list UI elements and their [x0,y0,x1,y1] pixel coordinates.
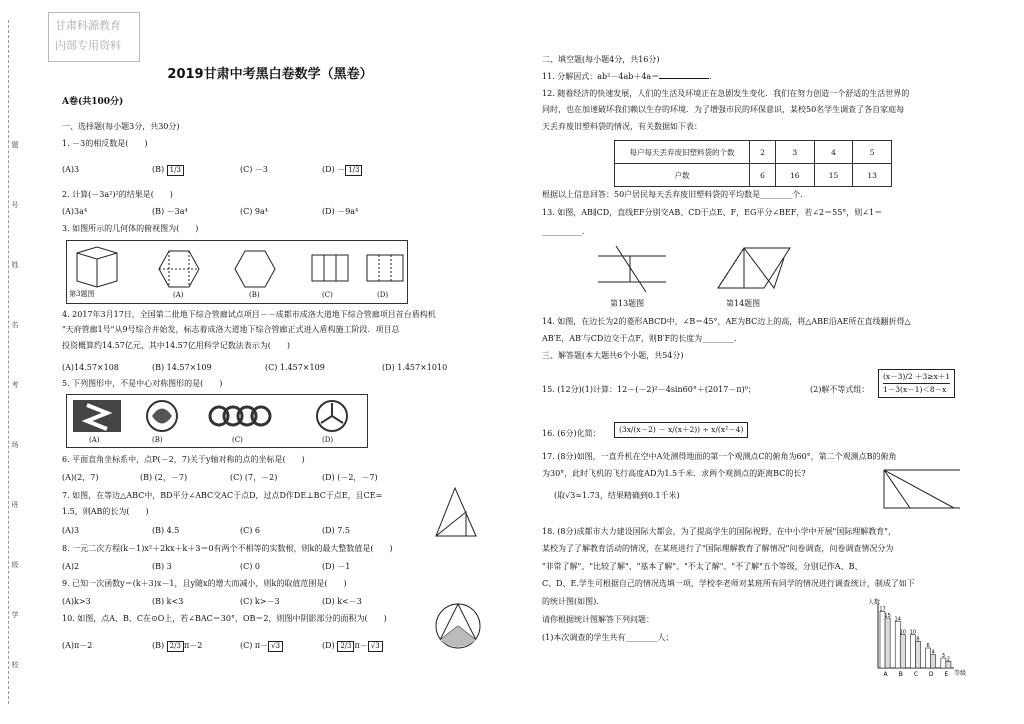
q18-line7: (1)本次调查的学生共有________人； [542,633,674,642]
chart-category-label: C [913,671,919,678]
q12-line1: 12. 随着经济的快速发展，人们的生活及环境正在急剧发生变化．我们在努力创造一个舒适的生活世界的 [542,89,910,98]
table-header-cell: 每户每天丢弃废旧塑料袋的个数 [615,141,750,164]
q3-figure [66,240,408,304]
q13-stem: 13. 如图，AB∥CD，直线EF分别交AB、CD于点E、F，EG平分∠BEF，若∠2＝55°，则∠1＝ [542,208,883,217]
q8-option-d: (D) －1 [322,562,351,571]
q3-label-a: (A) [173,291,184,299]
stamp-line: 甘肃科源教育 [55,19,121,32]
q3-stem: 3. 如图所示的几何体的俯视图为( ) [62,224,199,233]
q15-inequality-system [878,369,955,398]
q10-option-b-label: (B) [152,641,165,650]
q7-line2: 1.5，则AB的长为( ) [62,507,149,516]
q10-option-a: (A)π－2 [62,641,93,650]
q8-option-b: (B) 3 [152,562,172,571]
q5-figure [66,394,368,448]
chart-category-label: E [944,671,949,678]
binding-gutter [0,0,30,724]
q12-line2: 同时，也在加速破坏我们赖以生存的环境．为了增强市民的环保意识，某校50名学生调查了各自家庭每 [542,105,905,114]
q1-option-d-fraction: 1/3 [345,165,362,176]
q10-option-d [322,640,383,652]
q8-stem: 8. 一元二次方程(k－1)x²＋2kx＋k＋3＝0有两个不相等的实数根，则k的最大整数值是( ) [62,544,393,553]
q1-option-c: (C) －3 [240,165,268,174]
chart-bar [900,635,905,668]
q17-line3: (取√3≈1.73，结果精确到0.1千米) [554,491,680,500]
q15-part2: (2)解不等式组： [810,385,870,394]
q3-figure-svg [67,241,407,303]
q18-line5: 的统计图(如图)． [542,597,605,606]
gutter-label: 名 [11,321,19,329]
q18-bar-chart [862,596,968,682]
q7-option-c: (C) 6 [240,526,260,535]
part-a-heading: A卷(共100分) [62,97,124,107]
q8-option-c: (C) 0 [240,562,260,571]
chart-data-label: 10 [899,629,906,636]
q13-figure [596,244,668,294]
q3-label-c: (C) [322,291,333,299]
q17-line1: 17. (8分)如图，一直升机在空中A处测得地面的第一个观测点C的俯角为60°，第二个观测点B的俯角 [542,452,897,461]
gutter-label: 号 [11,201,19,209]
table-cell: 15 [814,164,853,187]
gutter-label: 姓 [11,261,19,269]
chart-x-label: 等级 [954,670,967,677]
q5-label-d: (D) [322,436,334,444]
chart-data-label: 17 [879,606,886,613]
q10-stem: 10. 如图，点A、B、C在⊙O上，若∠BAC＝30°，OB＝2，则图中阴影部分的面积为( ) [62,614,387,623]
chart-bar [895,621,900,668]
q14-figure [712,244,794,294]
q9-option-b: (B) k<3 [152,597,184,606]
chart-bar [931,655,936,668]
hexagon-a-lines [159,251,199,287]
q7-triangle-figure [430,484,480,542]
q10-option-b-fraction: 2/3 [167,641,184,652]
q7-triangle-lines [436,488,476,536]
q13-blank: __________． [542,227,590,236]
q7-option-b: (B) 4.5 [152,526,180,535]
prism-solid [77,247,117,287]
chart-bar [941,658,946,668]
q12-tail: 根据以上信息回答：50户居民每天丢弃废旧塑料袋的平均数是________个． [542,190,809,199]
logo-b-mark [152,409,172,424]
q1-option-b [152,164,184,176]
chart-y-label: 人数 [868,599,881,606]
q1-option-b-label: (B) [152,165,165,174]
q10-option-c-radical: √3 [268,641,283,652]
gutter-label: 级 [11,561,19,569]
q4-line1: 4. 2017年3月17日，全国第二批地下综合管廊试点项目－－成都市成洛大道地下综合管廊项目首台盾构机 [62,310,436,319]
table-cell: 6 [750,164,776,187]
table-row [615,164,892,187]
q14-rhombus [718,248,790,288]
q10-option-d-radical: √3 [368,641,383,652]
gutter-label: 校 [11,661,19,669]
q2-option-a: (A)3a⁴ [62,207,88,216]
chart-data-label: 2 [946,656,950,663]
q6-stem: 6. 平面直角坐标系中，点P(－2，7)关于y轴对称的点的坐标是( ) [62,455,305,464]
q4-line2: "天府管廊1号"从9号综合井始发，标志着成洛大道地下综合管廊正式进入盾构施工阶段．项目总 [62,325,400,334]
gutter-label: 考 [11,381,19,389]
q6-option-c: (C) (7，－2) [230,473,278,482]
q1-option-d [322,164,362,176]
table-cell: 4 [814,141,853,164]
q11-answer-blank [659,78,709,79]
q7-option-d: (D) 7.5 [322,526,350,535]
q2-option-d: (D) －9a⁴ [322,207,359,216]
chart-data-label: 15 [884,613,891,619]
q4-option-d: (D) 1.457×1010 [382,363,448,372]
q4-line3: 投资概算约14.57亿元，其中14.57亿用科学记数法表示为( ) [62,341,291,350]
q15-part1: 15. (12分)(1)计算：12－(－2)²－4sin60°＋(2017－π)⁰； [542,385,756,394]
table-row [615,141,892,164]
section-2-heading: 二、填空题(每小题4分，共16分) [542,55,660,64]
q7-option-a: (A)3 [62,526,80,535]
page-title: 2019甘肃中考黑白卷数学（黑卷） [167,67,373,82]
q1-option-a: (A)3 [62,165,80,174]
chart-bar [910,635,915,668]
gutter-label: 学 [11,611,19,619]
q2-option-b: (B) －3a⁴ [152,207,188,216]
q5-label-b: (B) [152,436,163,444]
q3-label-d: (D) [377,291,389,299]
chart-bar [885,618,890,668]
q5-label-a: (A) [89,436,100,444]
q15-inequality-1: (x－3)/2 ＋3≥x＋1 [883,372,951,381]
logo-c [210,407,270,425]
rect-d-lines [379,255,391,281]
q4-option-b: (B) 14.57×109 [152,363,212,372]
q18-line4: C、D、E.学生可根据自己的情况选填一项，学校李老师对某班所有同学的情况进行调查统计，制成了如下 [542,579,915,588]
gutter-label: 场 [11,441,19,449]
q12-data-table [614,140,892,187]
q15-inequality-2: 1－3(x－1)＜8－x [883,383,950,396]
table-cell: 13 [853,164,892,187]
q5-stem: 5. 下列图形中，不是中心对称图形的是( ) [62,379,223,388]
q10-option-b [152,640,202,652]
q9-option-a: (A)k>3 [62,597,91,606]
q4-option-a: (A)14.57×108 [62,363,119,372]
q14-line2: AB′E，AB′与CD边交于点F，则B′F的长度为________． [542,334,743,343]
q4-option-c: (C) 1.457×109 [265,363,325,372]
cut-line [8,20,9,704]
rect-c [312,255,348,281]
q12-line3: 天丢弃废旧塑料袋的情况，有关数据如下表： [542,122,702,131]
q6-option-b: (B) (2，－7) [140,473,188,482]
table-cell: 3 [775,141,814,164]
chart-bar [915,641,920,668]
q9-option-d: (D) k<－3 [322,597,362,606]
q11-stem-text: 11. 分解因式：ab²－4ab＋4a＝ [542,72,660,81]
q18-line3: "非常了解"、"比较了解"、"基本了解"、"不太了解"、"不了解"五个等级，分别记作A、B、 [542,562,863,571]
gutter-label: 题 [11,141,19,149]
q3-fig-caption: 第3题图 [69,290,95,298]
table-header-cell: 户数 [615,164,750,187]
q6-option-d: (D) (－2，－7) [322,473,378,482]
q9-option-c: (C) k>－3 [240,597,280,606]
q11-stem: 11. 分解因式：ab²－4ab＋4a＝ . [542,72,712,81]
q3-label-b: (B) [249,291,260,299]
chart-data-label: 8 [916,636,920,643]
watermark-stamp [48,12,140,62]
q18-line6: 请你根据统计图解答下列问题： [542,615,654,624]
chart-bar [926,648,931,668]
chart-data-label: 3 [941,653,945,659]
q1-option-d-label: (D) － [322,165,346,174]
q14-line1: 14. 如图，在边长为2的菱形ABCD中，∠B＝45°，AE为BC边上的高，将△ABE沿AE所在直线翻折得△ [542,317,911,326]
section-3-heading: 三、解答题(本大题共6个小题，共54分) [542,351,684,360]
q5-label-c: (C) [232,436,243,444]
hexagon-b [235,251,275,287]
q18-line1: 18. (8分)成都市大力建设国际大都会，为了提高学生的国际视野，在中小学中开展"国际理解教育"， [542,527,896,536]
stamp-line: 内部专用资料 [55,39,121,52]
chart-category-label: A [883,671,888,678]
chart-data-label: 6 [926,643,930,649]
q10-option-d-mid: π－ [354,641,368,650]
chart-data-label: 14 [894,616,901,623]
table-cell: 5 [853,141,892,164]
q10-option-d-fraction: 2/3 [337,641,354,652]
q2-stem: 2. 计算(－3a²)²的结果是( ) [62,190,173,199]
q2-option-c: (C) 9a⁴ [240,207,268,216]
q13-caption: 第13题图 [610,299,645,308]
q1-option-b-fraction: 1/3 [167,165,184,176]
q16-expression: (3x/(x－2) － x/(x＋2)) ÷ x/(x²－4) [614,422,748,438]
rect-c-lines [324,255,336,281]
q1-stem: 1. －3的相反数是( ) [62,139,148,148]
q10-option-d-label: (D) [322,641,335,650]
q13-lines [598,246,666,292]
logo-d-mark [321,403,343,423]
q9-stem: 9. 已知一次函数y＝(k＋3)x－1，且y随x的增大而减小，则k的取值范围是( ) [62,579,347,588]
q10-option-b-tail: π－2 [183,641,203,650]
chart-category-label: D [928,671,934,678]
q10-option-c-label: (C) π－ [240,641,269,650]
q14-caption: 第14题图 [726,299,761,308]
chart-data-label: 4 [931,649,935,656]
q10-option-c [240,640,283,652]
q8-option-a: (A)2 [62,562,80,571]
q10-circle-figure [432,596,484,656]
rect-d [367,255,403,281]
chart-category-label: B [898,671,903,678]
q16-label: 16. (6分)化简： [542,429,601,438]
q7-line1: 7. 如图，在等边△ABC中，BD平分∠ABC交AC于点D，过点D作DE⊥BC于点E，且CE= [62,491,383,500]
q17-lines [884,470,960,508]
q17-figure [870,464,966,516]
table-cell: 16 [775,164,814,187]
chart-bar [880,611,885,668]
q18-line2: 某校为了了解教育活动的情况，在某班进行了"国际理解教育了解情况"问卷调查，问卷调查情况分为 [542,544,894,553]
q17-line2: 为30°，此时飞机的飞行高度AD为1.5千米．求两个观测点的距离BC的长? [542,469,806,478]
chart-data-label: 10 [909,629,917,636]
section-1-heading: 一、选择题(每小题3分，共30分) [62,122,180,131]
table-cell: 2 [750,141,776,164]
gutter-label: 班 [11,501,19,509]
q6-option-a: (A)(2，7) [62,473,99,482]
